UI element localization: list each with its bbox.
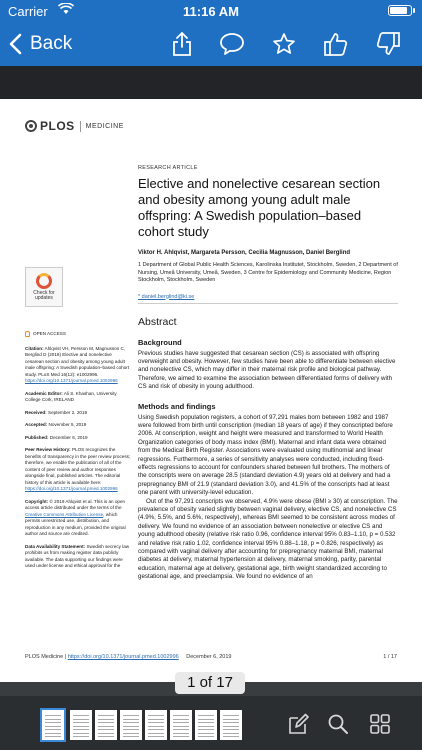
share-icon[interactable] xyxy=(164,26,200,62)
thumbnail-line xyxy=(223,729,239,730)
article-affiliations: 1 Department of Global Public Health Sciences, Karolinska Institutet, Stockholm, Sweden, 2 Department of Nursing, Umeå University, Umeå, Sweden, 3 Centre for Epidemiology and Community Medicine, Region Stockholm, Stockholm, Sweden xyxy=(138,262,398,283)
citation-text: Ahlqvist VH, Persson M, Magnusson C, Berglind D (2019) Elective and nonelective cesarean section and obesity among young adult male offspring: A Swedish population–based cohort study. PLoS Med 16(12): e1002996. xyxy=(25,345,130,377)
thumbnail-line xyxy=(148,715,164,716)
corresponding-email[interactable]: * daniel.berglind@ki.se xyxy=(138,293,195,300)
logo-divider xyxy=(80,121,81,132)
published-label: Published: xyxy=(25,434,49,440)
battery-level xyxy=(390,7,407,14)
copyright-text: © 2019 Ahlqvist et al. This is an open access article distributed under the terms of the xyxy=(25,498,126,510)
clock: 11:16 AM xyxy=(183,4,239,19)
thumbnail-line xyxy=(45,715,61,716)
journal-logo xyxy=(25,119,124,133)
thumbnail-line xyxy=(223,722,239,723)
thumbnail-line xyxy=(98,722,114,723)
thumbnail-line xyxy=(98,729,114,730)
citation-block xyxy=(25,346,131,385)
accepted-label: Accepted: xyxy=(25,422,48,427)
page-thumbnail[interactable] xyxy=(70,710,92,740)
thumbnail-line xyxy=(45,719,61,720)
methods-heading: Methods and findings xyxy=(138,401,216,411)
divider xyxy=(138,303,398,304)
thumbnail-line xyxy=(45,729,61,730)
methods-paragraph-2: Out of the 97,291 conscripts we observed, 4.9% were obese (BMI ≥ 30) at conscription. The prevalence of obesity varied slightly between vaginal delivery, elective CS, and nonelective CS (4.9%, 5.5%, and 5.6%, respectively), whereas BMI seemed to be consistent across modes of delivery. We found no evidence of an association between nonelective or elective CS and young adulthood obesity (relative risk ratio 0.96, confidence interval 95% 0.83–1.10, p = 0.532 and relative risk ratio 1.02, confidence interval 95% 0.88–1.18, p = 0.826, respectively) as compared with vaginal delivery after accounting for prepregnancy maternal BMI, maternal diabetes at delivery, maternal hypertension at delivery, maternal smoking, parity, parental education, maternal age at delivery, gestational age, birth weight standardized according to gestational age, and preeclampsia. We found no evidence of an xyxy=(138,497,398,581)
check-for-updates-badge[interactable] xyxy=(25,267,63,307)
status-bar xyxy=(0,0,422,22)
article-title: Elective and nonelective cesarean section and obesity among young adult male offspring: A Swedish population–based cohort study xyxy=(138,176,381,239)
editor-text: Ali S. Khashan, University College Cork, IRELAND xyxy=(25,390,117,402)
peer-review-label: Peer Review History: xyxy=(25,447,71,452)
copyright-block xyxy=(25,499,131,538)
updates-icon xyxy=(36,273,52,289)
data-availability-block xyxy=(25,544,131,570)
thumbnail-line xyxy=(198,736,214,737)
thumbnail-line xyxy=(98,719,114,720)
document-page[interactable] xyxy=(0,99,422,682)
published-date: December 6, 2019 xyxy=(49,434,88,440)
footer-journal: PLOS Medicine | xyxy=(25,654,67,660)
page-thumbnail[interactable] xyxy=(220,710,242,740)
thumbnail-line xyxy=(123,736,139,737)
thumbnail-line xyxy=(148,722,164,723)
accepted-block xyxy=(25,422,131,429)
thumbnail-line xyxy=(123,715,139,716)
editor-block xyxy=(25,391,131,404)
footer-doi-link[interactable]: https://doi.org/10.1371/journal.pmed.1002996 xyxy=(67,654,179,660)
thumbnail-line xyxy=(223,715,239,716)
thumbnail-line xyxy=(73,719,89,720)
open-access-label: OPEN ACCESS xyxy=(33,331,66,336)
thumbnail-line xyxy=(173,715,189,716)
background-paragraph: Previous studies have suggested that cesarean section (CS) is associated with offspring overweight and obesity. However, few studies have been able to differentiate between elective and nonelective CS, which may differ in their maternal risk profile and biological pathway. Therefore, we aimed to examine the association between differentiated forms of delivery with CS and risk of obesity in young adulthood. xyxy=(138,349,396,391)
thumbnail-line xyxy=(223,726,239,727)
page-footer xyxy=(25,654,397,660)
thumbnail-line xyxy=(148,726,164,727)
thumbnail-line xyxy=(148,719,164,720)
thumbnail-line xyxy=(198,733,214,734)
thumbnail-line xyxy=(73,733,89,734)
citation-label: Citation: xyxy=(25,345,44,351)
bottom-toolbar xyxy=(0,696,422,750)
top-bar xyxy=(0,0,422,66)
thumbnail-line xyxy=(148,736,164,737)
thumbnail-line xyxy=(73,736,89,737)
thumbnail-line xyxy=(98,733,114,734)
plos-logo-icon xyxy=(25,120,37,132)
received-block xyxy=(25,410,131,417)
page-thumbnail[interactable] xyxy=(145,710,167,740)
thumbnail-line xyxy=(198,729,214,730)
thumbnail-line xyxy=(45,733,61,734)
chevron-left-icon xyxy=(8,33,22,55)
footer-date: December 6, 2019 xyxy=(186,654,232,660)
copyright-label: Copyright: xyxy=(25,498,49,504)
thumbnail-line xyxy=(173,722,189,723)
thumbnail-line xyxy=(123,733,139,734)
peer-review-block xyxy=(25,447,131,493)
check-updates-label: Check for updates xyxy=(33,289,55,301)
page-thumbnail[interactable] xyxy=(40,708,66,742)
article-sidebar xyxy=(25,331,131,576)
thumbnail-line xyxy=(198,722,214,723)
thumbnail-line xyxy=(173,719,189,720)
battery-icon xyxy=(388,5,412,16)
thumbnail-line xyxy=(198,715,214,716)
received-label: Received: xyxy=(25,409,47,415)
thumbnail-line xyxy=(45,736,61,737)
peer-review-link[interactable]: https://doi.org/10.1371/journal.pmed.1002996 xyxy=(25,486,118,491)
thumbnail-line xyxy=(45,726,61,727)
thumbnail-line xyxy=(73,729,89,730)
abstract-heading: Abstract xyxy=(138,315,177,328)
page-thumbnail[interactable] xyxy=(120,710,142,740)
thumbnail-line xyxy=(198,726,214,727)
grid-icon[interactable] xyxy=(366,710,394,738)
thumbs-up-icon[interactable] xyxy=(318,26,354,62)
open-access-badge xyxy=(25,331,131,338)
back-button[interactable] xyxy=(8,28,72,60)
thumbnail-line xyxy=(73,726,89,727)
accepted-date: November 5, 2019 xyxy=(48,422,87,427)
thumbnail-line xyxy=(223,719,239,720)
thumbnail-line xyxy=(123,729,139,730)
page-thumbnail[interactable] xyxy=(95,710,117,740)
thumbnail-line xyxy=(223,733,239,734)
thumbnail-line xyxy=(98,715,114,716)
navigation-bar xyxy=(0,22,422,66)
thumbnail-line xyxy=(98,726,114,727)
viewer-margin xyxy=(0,66,422,99)
thumbnail-line xyxy=(45,722,61,723)
page-indicator: 1 of 17 xyxy=(175,672,245,694)
journal-section: MEDICINE xyxy=(85,122,124,130)
data-availability-text: Swedish secrecy law prohibits us from making register data publicly available. The data supporting our findings were used under license and ethical approval for the xyxy=(25,543,130,568)
thumbnail-line xyxy=(148,733,164,734)
search-icon[interactable] xyxy=(324,710,352,738)
thumbnail-line xyxy=(123,726,139,727)
comment-icon[interactable] xyxy=(214,26,250,62)
thumbnail-line xyxy=(173,729,189,730)
license-link[interactable]: Creative Commons Attribution License xyxy=(25,511,104,517)
thumbnail-line xyxy=(173,736,189,737)
thumbnail-line xyxy=(123,722,139,723)
thumbnail-line xyxy=(198,719,214,720)
thumbnail-line xyxy=(148,729,164,730)
copyright-text-2: , which permits unrestricted use, distribution, and reproduction in any medium, provided the original author and source are credited. xyxy=(25,511,126,536)
article-type: RESEARCH ARTICLE xyxy=(138,165,198,171)
thumbnail-line xyxy=(223,736,239,737)
thumbnail-line xyxy=(123,719,139,720)
carrier-label: Carrier xyxy=(8,4,48,19)
edit-icon[interactable] xyxy=(284,710,312,738)
page-thumbnail[interactable] xyxy=(195,710,217,740)
peer-review-text: PLOS recognizes the benefits of transparency in the peer review process; therefore, we enable the publication of all of the content of peer review and author responses alongside final, published articles. The editorial history of this article is available here: xyxy=(25,447,131,485)
thumbnail-line xyxy=(73,715,89,716)
article-main xyxy=(138,165,398,582)
open-lock-icon xyxy=(25,331,30,337)
thumbs-down-icon[interactable] xyxy=(370,26,406,62)
background-heading: Background xyxy=(138,337,182,347)
thumbnail-line xyxy=(98,736,114,737)
editor-label: Academic Editor: xyxy=(25,390,63,396)
footer-page-number: 1 / 17 xyxy=(383,654,397,660)
back-label: Back xyxy=(30,33,73,54)
journal-name: PLOS xyxy=(40,119,75,133)
published-block xyxy=(25,435,131,442)
citation-link[interactable]: https://doi.org/10.1371/journal.pmed.1002996 xyxy=(25,378,118,383)
thumbnail-line xyxy=(73,722,89,723)
star-icon[interactable] xyxy=(266,26,302,62)
methods-paragraph-1: Using Swedish population registers, a cohort of 97,291 males born between 1982 and 1987 were followed from birth until conscription (median 18 years of age) if they conscripted before 2006. At conscription, weight and height were measured and transformed to World Health Organization categories of body mass index (BMI). Maternal and infant data were obtained from the Medical Birth Register. Associations were evaluated using multinomial and linear regressions. Furthermore, a series of sensitivity analyses were conducted, including fixed-effects regressions to account for confounders shared between full brothers. The mothers of the conscripts were on average 28.5 (standard deviation 4.9) years old at delivery and had a prepregnancy BMI of 21.9 (standard deviation 3.0), and 41.5% of the conscripts had at least one parent with university-level education. xyxy=(138,413,393,497)
thumbnail-line xyxy=(173,726,189,727)
article-authors: Viktor H. Ahlqvist, Margareta Persson, Cecilia Magnusson, Daniel Berglind xyxy=(138,250,351,256)
data-availability-label: Data Availability Statement: xyxy=(25,543,86,549)
thumbnail-line xyxy=(173,733,189,734)
page-thumbnail[interactable] xyxy=(170,710,192,740)
received-date: September 2, 2019 xyxy=(48,409,88,415)
